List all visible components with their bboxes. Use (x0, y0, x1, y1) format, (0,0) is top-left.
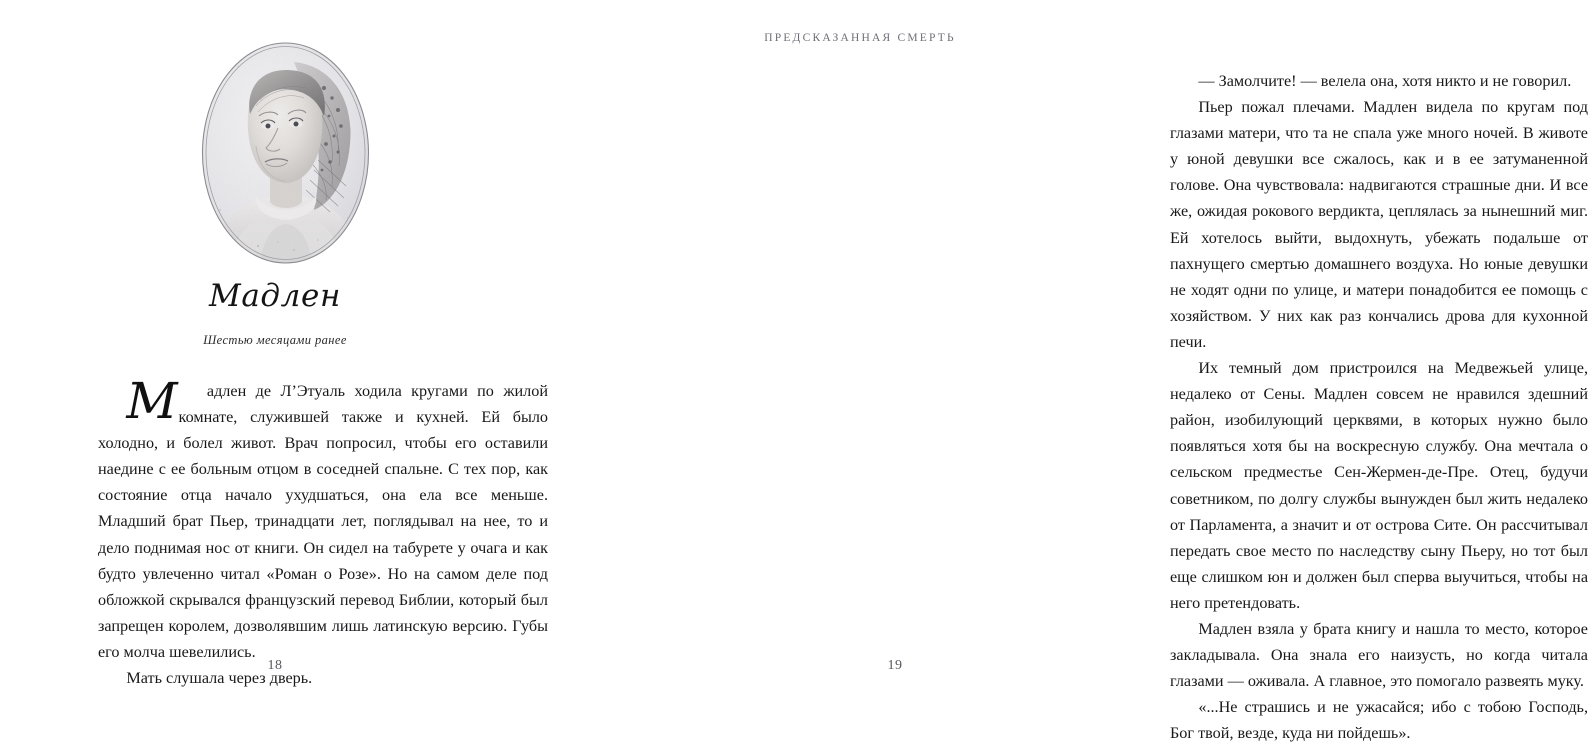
left-page (0, 0, 550, 726)
right-page (550, 0, 1588, 743)
chapter-subtitle: Шестью месяцами ранее (203, 333, 347, 347)
page-number: 19 (887, 658, 903, 673)
paragraph-text: адлен де Л’Этуаль ходила кругами по жилой комнате, служившей также и кухней. Ей было холодно, и болел живот. Врач попросил, чтобы его оставили наедине с ее больным отцом в соседней спальне. С тех пор, как состояние отца начало ухудшаться, она ела все меньше. Младший брат Пьер, тринадцати лет, поглядывал на нее, то и дело поднимая нос от книги. Он сидел на табурете у очага и как будто увлеченно читал «Роман о Розе». Но на самом деле под обложкой скрывался французский перевод Библии, который был запрещен королем, дозволявшим лишь латинскую версию. Губы его молча шевелились. (98, 382, 548, 661)
paragraph: — Замолчите! — велела она, хотя никто и не говорил. (1198, 72, 1572, 90)
page-number: 18 (267, 658, 283, 673)
right-column-text (1170, 68, 1588, 746)
paragraph: Пьер пожал плечами. Мадлен видела по кругам под глазами матери, что та не спала уже много ночей. В животе у юной девушки все сжалось, как и в ее затуманенной голове. Она чувствовала: надвигаются страшные дни. И все же, ожидая рокового вердикта, цеплялась за нынешний миг. Ей хотелось выйти, выдохнуть, убежать подальше от пахнущего смертью домашнего воздуха. Но юные девушки не ходят одни по улице, и матери понадобится ее помощь с хозяйством. У них как раз кончались дрова для кухонной печи. (1170, 98, 1588, 351)
running-head: ПРЕДСКАЗАННАЯ СМЕРТЬ (764, 32, 956, 44)
oval-portrait-miniature (198, 40, 373, 266)
paragraph (98, 372, 548, 665)
paragraph: Их темный дом пристроился на Медвежьей улице, недалеко от Сены. Мадлен совсем не нравился здешний район, изобилующий церквями, в которых нужно было появляться хотя бы на воскресную службу. Она мечтала о сельском предместье Сен-Жермен-де-Пре. Отец, будучи советником, по долгу службы вынужден был жить недалеко от Парламента, а значит и от острова Сите. Он рассчитывал передать свое место по наследству сыну Пьеру, но тот был еще слишком юн и должен был сперва выучиться, чтобы на него претендовать. (1170, 359, 1588, 612)
left-column-text (98, 372, 548, 691)
paragraph: Мадлен взяла у брата книгу и нашла то место, которое закладывала. Она знала его наизусть, но когда читала глазами — оживала. А главное, это помогало развеять муку. (1170, 619, 1588, 691)
paragraph: «...Не страшись и не ужасайся; ибо с тобою Господь, Бог твой, везде, куда ни пойдешь». (1170, 698, 1588, 743)
drop-cap: М (126, 372, 178, 430)
chapter-title: Мадлен (209, 278, 341, 314)
paragraph: Мать слушала через дверь. (126, 669, 313, 688)
